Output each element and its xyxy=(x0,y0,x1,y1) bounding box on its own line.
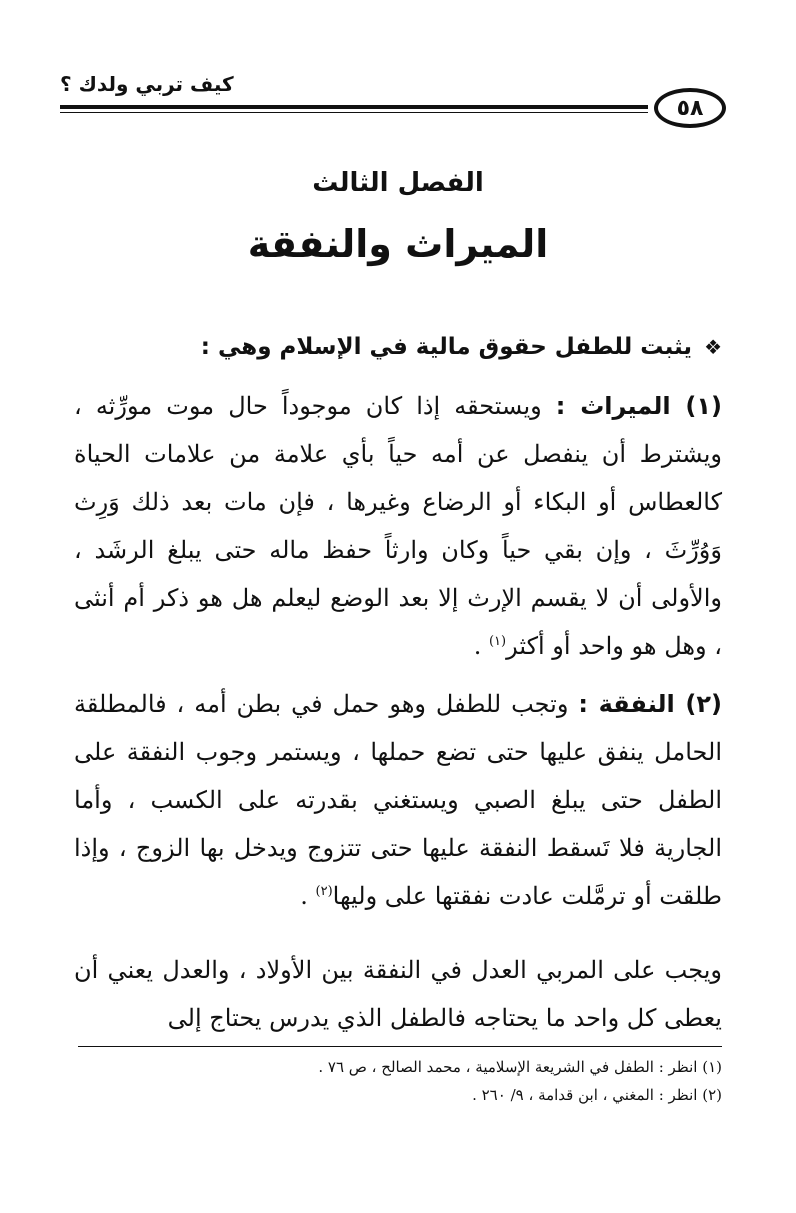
paragraph-end: . xyxy=(473,632,489,660)
chapter-label: الفصل الثالث xyxy=(312,168,484,198)
intro-heading xyxy=(60,334,722,360)
paragraph-lead: (٢) النفقة : xyxy=(578,690,722,718)
paragraph-end: . xyxy=(300,882,316,910)
paragraph-inheritance xyxy=(74,382,722,670)
paragraph-justice: ويجب على المربي العدل في النفقة بين الأولاد ، والعدل يعني أن يعطى كل واحد ما يحتاجه فالطفل الذي يدرس يحتاج إلى xyxy=(74,956,722,1032)
intro-text: يثبت للطفل حقوق مالية في الإسلام وهي : xyxy=(200,334,693,360)
running-title: كيف تربي ولدك ؟ xyxy=(60,72,234,96)
diamond-bullet-icon: ❖ xyxy=(704,335,722,359)
paragraph-lead: (١) الميراث : xyxy=(555,392,722,420)
footnote-1: (١) انظر : الطفل في الشريعة الإسلامية ، محمد الصالح ، ص ٧٦ . xyxy=(318,1058,722,1076)
paragraph-body: ويستحقه إذا كان موجوداً حال موت مورِّثه ، ويشترط أن ينفصل عن أمه حياً بأي علامة من علامات الحياة كالعطاس أو البكاء أو الرضاع وغيرها ، فإن مات بعد ذلك وَرِث وَوُرِّثَ ، وإن بقي حياً وكان وارثاً حفظ ماله حتى يبلغ الرشَد ، والأولى أن لا يقسم الإرث إلا بعد الوضع ليعلم هل هو ذكر أم أنثى ، وهل هو واحد أو أكثر xyxy=(74,392,723,660)
chapter-title: الميراث والنفقة xyxy=(247,222,549,266)
footnote-2: (٢) انظر : المغني ، ابن قدامة ، ٩/ ٢٦٠ . xyxy=(472,1086,722,1104)
paragraph-body: وتجب للطفل وهو حمل في بطن أمه ، فالمطلقة الحامل ينفق عليها حتى تضع حملها ، ويستمر وجوب النفقة على الطفل حتى يبلغ الصبي ويستغني بقدرته على الكسب ، وأما الجارية فلا تَسقط النفقة عليها حتى تتزوج ويدخل بها الزوج ، وإذا طلقت أو ترمَّلت عادت نفقتها على وليها xyxy=(74,690,722,910)
footnote-divider xyxy=(78,1046,722,1047)
page-header xyxy=(60,72,726,132)
page-number: ٥٨ xyxy=(654,88,726,128)
header-rule-thin xyxy=(60,112,648,113)
paragraph-maintenance xyxy=(74,680,722,920)
footnote-ref[interactable]: (١) xyxy=(488,634,507,649)
footnote-ref[interactable]: (٢) xyxy=(315,884,333,899)
header-rule xyxy=(60,105,648,109)
